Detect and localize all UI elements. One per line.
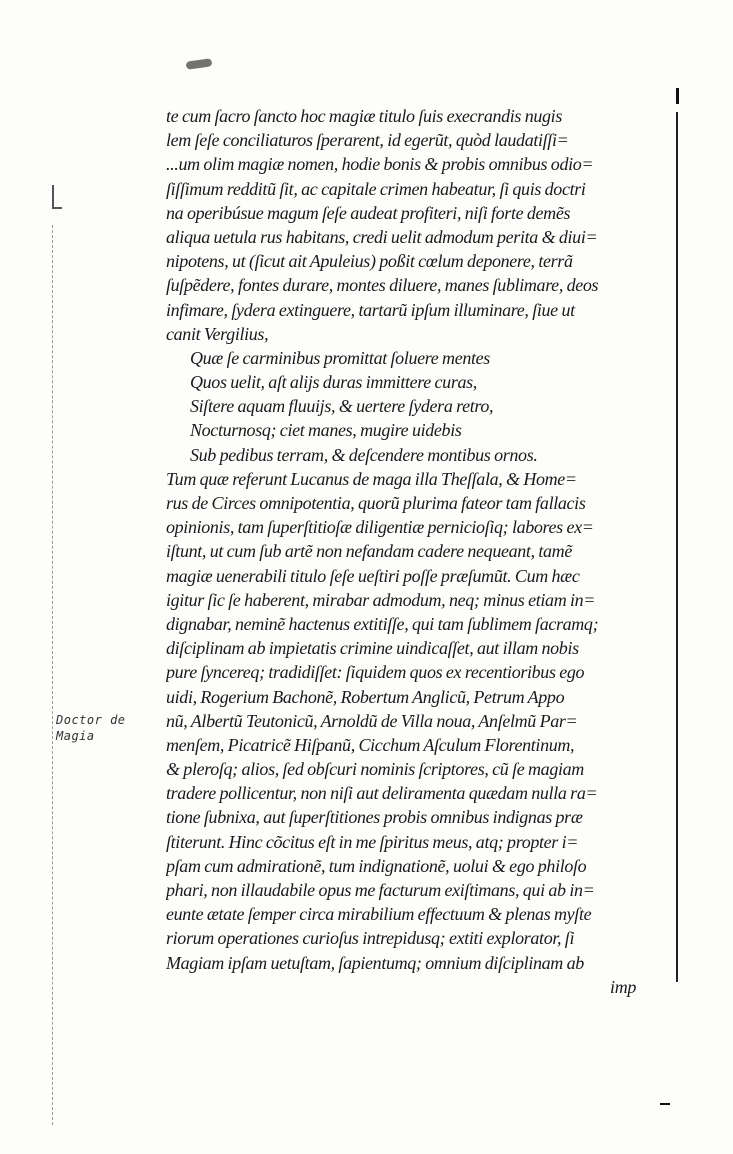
text-line: pure ſyncereq; tradidiſſet: ſiquidem quos ex recentioribus ego — [166, 662, 585, 683]
text-line: infimare, ſydera extinguere, tartarũ ipſum illuminare, ſiue ut — [166, 299, 575, 320]
text-line: riorum operationes curioſus intrepidusq; extiti explorator, ſi — [166, 928, 575, 949]
text-line: nũ, Albertũ Teutonicũ, Arnoldũ de Villa noua, Anſelmũ Par= — [166, 710, 578, 731]
text-line: tione ſubnixa, aut ſuperſtitiones probis omnibus indignas præ — [166, 807, 583, 828]
text-line: canit Vergilius, — [166, 323, 269, 344]
verse-line: Nocturnosq; ciet manes, mugire uidebis — [190, 420, 462, 441]
text-line: nipotens, ut (ſicut ait Apuleius) poßit cœlum deponere, terrã — [166, 251, 573, 272]
text-line: ſtiterunt. Hinc cõcitus eſt in me ſpiritus meus, atq; propter i= — [166, 831, 579, 852]
text-line: Magiam ipſam uetuſtam, ſapientumq; omnium diſciplinam ab — [166, 952, 584, 973]
text-line: lem ſeſe conciliaturos ſperarent, id egerũt, quòd laudatiſſi= — [166, 130, 569, 151]
ink-smudge — [186, 58, 213, 70]
gutter-dash — [660, 1103, 670, 1105]
gutter-line — [676, 112, 678, 982]
text-line: rus de Circes omnipotentia, quorũ plurima fateor tam fallacis — [166, 493, 586, 513]
text-line: te cum ſacro ſancto hoc magiæ titulo ſuis execrandis nugis — [166, 106, 562, 126]
catchword: imp — [610, 976, 636, 997]
text-line: na operibúsue magum ſeſe audeat profiteri, niſi forte demẽs — [166, 202, 571, 223]
body-text — [166, 104, 644, 999]
text-line: aliqua uetula rus habitans, credi uelit admodum perita & diui= — [166, 226, 598, 247]
verse-line: Sub pedibus terram, & deſcendere montibus ornos. — [190, 444, 538, 465]
text-line: iſtunt, ut cum ſub artẽ non nefandam cadere nequeant, tamẽ — [166, 541, 572, 562]
verse-line: Quæ ſe carminibus promittat ſoluere mentes — [190, 347, 490, 368]
margin-note-line: Doctor de — [56, 713, 126, 727]
text-line: phari, non illaudabile opus me facturum exiſtimans, qui ab in= — [166, 880, 595, 900]
margin-mark — [52, 185, 62, 209]
text-line: ſuſpẽdere, fontes durare, montes diluere, manes ſublimare, deos — [166, 275, 599, 296]
text-line: ſiſſimum redditũ ſit, ac capitale crimen habeatur, ſi quis doctri — [166, 178, 586, 199]
margin-note-line: Magia — [56, 729, 95, 743]
text-line: igitur ſic ſe haberent, mirabar admodum, neq; minus etiam in= — [166, 589, 596, 610]
margin-line — [52, 225, 53, 1125]
text-line: menſem, Picatricẽ Hiſpanũ, Cicchum Aſculum Florentinum, — [166, 734, 575, 755]
verse-line: Siſtere aquam fluuijs, & uertere ſydera retro, — [190, 396, 494, 417]
text-line: Tum quæ referunt Lucanus de maga illa Theſſala, & Home= — [166, 468, 577, 489]
text-line: pſam cum admirationẽ, tum indignationẽ, uolui & ego philoſo — [166, 855, 587, 876]
text-line: & pleroſq; alios, ſed obſcuri nominis ſcriptores, cũ ſe magiam — [166, 759, 584, 780]
text-line: uidi, Rogerium Bachonẽ, Robertum Anglicũ, Petrum Appo — [166, 686, 565, 707]
text-line: tradere pollicentur, non niſi aut deliramenta quædam nulla ra= — [166, 783, 598, 804]
text-line: magiæ uenerabili titulo ſeſe ueſtiri poſſe præſumũt. Cum hæc — [166, 565, 580, 586]
text-line: ...um olim magiæ nomen, hodie bonis & probis omnibus odio= — [166, 154, 594, 175]
text-line: opinionis, tam ſuperſtitioſæ diligentiæ pernicioſiq; labores ex= — [166, 517, 594, 538]
text-line: dignabar, neminẽ hactenus extitiſſe, qui tam ſublimem ſacramq; — [166, 613, 599, 634]
marginal-annotation — [56, 712, 156, 744]
text-line: eunte ætate ſemper circa mirabilium effectuum & plenas myſte — [166, 904, 592, 925]
verse-line: Quos uelit, aſt alijs duras immittere curas, — [190, 372, 477, 393]
text-line: diſciplinam ab impietatis crimine uindicaſſet, aut illam nobis — [166, 638, 579, 659]
gutter-tick — [676, 88, 679, 104]
